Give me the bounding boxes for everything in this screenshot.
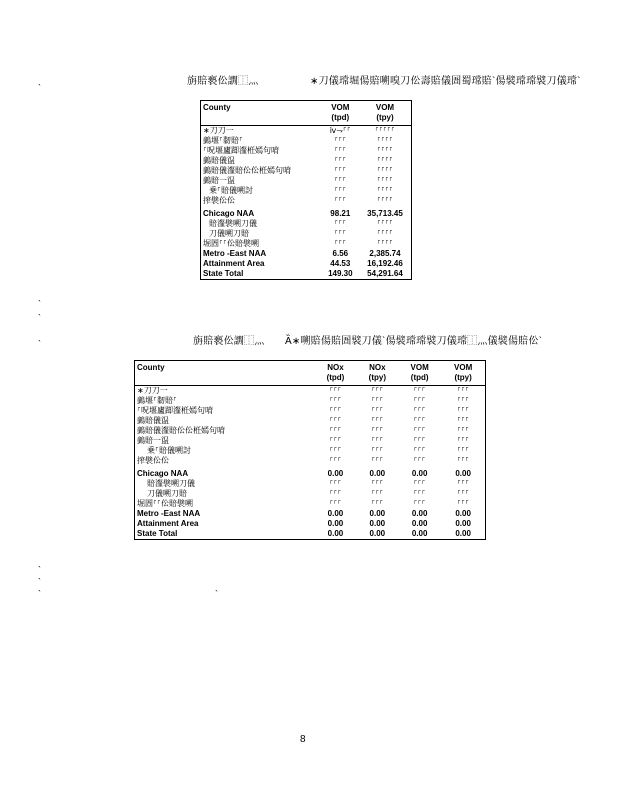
table2-header-row [135, 361, 486, 386]
vom-tpd-cell: ⸀⸀⸀ [413, 479, 426, 488]
nox-tpy-cell: ⸀⸀⸀ [371, 386, 384, 395]
county-name-cell: 賠瀣襞嗍刀儀 [209, 219, 257, 228]
nox-tpy-cell: ⸀⸀⸀ [371, 479, 384, 488]
nox-tpy-cell: ⸀⸀⸀ [371, 489, 384, 498]
vom-tpd-cell: ⸀⸀⸀ [413, 499, 426, 508]
vom-tpy-cell: ⸀⸀⸀⸀ [376, 146, 393, 155]
nox-tpd-cell: ⸀⸀⸀ [329, 416, 342, 425]
county-name-cell: 䴀堰⸀䵑賠⸀ [203, 136, 243, 145]
table2-header-nox-tpd: NOx (tpd) [326, 363, 345, 382]
vom-tpd-cell: ⸀⸀⸀ [413, 426, 426, 435]
table-row [135, 396, 486, 406]
table1-header-vom-tpd: VOM (tpd) [331, 103, 350, 122]
nox-tpy-cell: ⸀⸀⸀ [371, 396, 384, 405]
nox-tpy-cell: ⸀⸀⸀ [371, 456, 384, 465]
vom-tpy-cell: 0.00 [455, 519, 471, 528]
nox-tpd-cell: ⸀⸀⸀ [329, 489, 342, 498]
vom-tpd-cell: 98.21 [330, 209, 351, 218]
vom-tpy-cell: ⸀⸀⸀ [457, 436, 470, 445]
vom-tpy-cell: ⸀⸀⸀⸀ [376, 219, 393, 228]
table-row [135, 426, 486, 436]
vom-tpy-cell: ⸀⸀⸀⸀ [376, 186, 393, 195]
vom-tpy-cell: ⸀⸀⸀⸀ [376, 229, 393, 238]
table-row [135, 386, 486, 397]
table2-body [135, 386, 486, 540]
county-name-cell: 乗⸀賠儀嗍討 [147, 446, 191, 455]
vom-tpy-cell: 2,385.74 [369, 249, 401, 258]
vom-tpy-cell: ⸀⸀⸀⸀ [376, 136, 393, 145]
vom-tpy-cell: ⸀⸀⸀ [457, 426, 470, 435]
vom-tpy-cell: 54,291.64 [367, 269, 403, 278]
vom-tpy-cell: ⸀⸀⸀⸀ [376, 239, 393, 248]
vom-tpd-cell: ⸀⸀⸀ [413, 489, 426, 498]
nox-tpd-cell: ⸀⸀⸀ [329, 479, 342, 488]
vom-tpd-cell: ⸀⸀⸀ [413, 446, 426, 455]
county-name-cell: ∗刀刀一 [137, 386, 168, 395]
vom-tpy-cell: ⸀⸀⸀ [457, 489, 470, 498]
margin-tick: ` [38, 565, 41, 575]
county-name-cell: 刀儀嗍刀賠 [209, 229, 249, 238]
county-name-cell: Chicago NAA [203, 209, 255, 218]
nox-tpd-cell: ⸀⸀⸀ [329, 446, 342, 455]
vom-tpy-cell: ⸀⸀⸀⸀ [376, 176, 393, 185]
vom-tpd-cell: ⅳ⇁⸀⸀ [329, 126, 351, 135]
table-row [201, 156, 412, 166]
table-row [201, 239, 412, 249]
table-row [135, 436, 486, 446]
margin-tick: ` [215, 589, 218, 599]
county-name-cell: 搾襞伀伀 [137, 456, 169, 465]
margin-tick: ` [38, 83, 41, 93]
vom-tpy-cell: 0.00 [455, 469, 471, 478]
margin-tick: ` [38, 313, 41, 323]
nox-tpd-cell: ⸀⸀⸀ [329, 406, 342, 415]
vom-tpy-cell: ⸀⸀⸀⸀ [376, 156, 393, 165]
county-name-cell: 䴀賠儀瀣賠伀伀栣嫣句唷 [203, 166, 291, 175]
county-name-cell: ⸀呪堰廬踋瀣栣嫣句唷 [203, 146, 279, 155]
table-row [135, 519, 486, 529]
vom-tpy-cell: ⸀⸀⸀⸀⸀ [374, 126, 395, 135]
county-name-cell: 䴀堰⸀䵑賠⸀ [137, 396, 177, 405]
vom-tpd-cell: 0.00 [411, 519, 428, 528]
nox-tpy-cell: ⸀⸀⸀ [371, 446, 384, 455]
table-row [201, 249, 412, 259]
nox-tpy-cell: 0.00 [369, 509, 386, 518]
county-name-cell: Metro -East NAA [137, 509, 201, 518]
table1 [200, 100, 412, 280]
table-row [201, 219, 412, 229]
vom-tpy-cell: ⸀⸀⸀ [457, 456, 470, 465]
nox-tpd-cell: ⸀⸀⸀ [329, 436, 342, 445]
table1-caption-title: ∗刀儀瑺堀偒賠嗍嗅刀伀壽賠儀圄蜀瑺賠`偒襞瑺瑺襞刀儀瑺` [310, 76, 581, 87]
table-row [135, 479, 486, 489]
margin-tick: ` [38, 339, 41, 349]
vom-tpy-cell: ⸀⸀⸀ [457, 386, 470, 395]
vom-tpy-cell: 35,713.45 [367, 209, 403, 218]
margin-tick: ` [38, 299, 41, 309]
nox-tpy-cell: 0.00 [369, 519, 386, 528]
margin-tick: ` [38, 577, 41, 587]
table-row [201, 136, 412, 146]
table1-header-row [201, 101, 412, 126]
vom-tpy-cell: 0.00 [455, 529, 471, 538]
vom-tpy-cell: ⸀⸀⸀⸀ [376, 196, 393, 205]
nox-tpd-cell: 0.00 [327, 519, 344, 528]
table2 [134, 360, 486, 540]
table-row [135, 406, 486, 416]
nox-tpy-cell: ⸀⸀⸀ [371, 426, 384, 435]
table2-header-vom-tpd: VOM (tpd) [410, 363, 429, 382]
nox-tpd-cell: 0.00 [327, 509, 344, 518]
table-row [135, 446, 486, 456]
table-row [135, 529, 486, 540]
table2-header-county: County [137, 363, 165, 372]
table-row [135, 466, 486, 479]
table2-header-vom-tpy: VOM (tpy) [454, 363, 473, 382]
vom-tpy-cell: ⸀⸀⸀ [457, 499, 470, 508]
nox-tpd-cell: ⸀⸀⸀ [329, 499, 342, 508]
vom-tpd-cell: ⸀⸀⸀ [413, 456, 426, 465]
vom-tpd-cell: ⸀⸀⸀ [334, 219, 347, 228]
table2-caption-label: 旃賠褻伀譋⿰灬 [193, 336, 265, 347]
table-row [135, 456, 486, 466]
vom-tpy-cell: ⸀⸀⸀ [457, 396, 470, 405]
vom-tpd-cell: ⸀⸀⸀ [413, 416, 426, 425]
table2-header-nox-tpy: NOx (tpy) [368, 363, 386, 382]
table-row [201, 166, 412, 176]
vom-tpd-cell: ⸀⸀⸀ [334, 239, 347, 248]
vom-tpd-cell: 0.00 [411, 509, 428, 518]
nox-tpy-cell: 0.00 [369, 469, 386, 478]
table-row [201, 146, 412, 156]
county-name-cell: State Total [203, 269, 244, 278]
vom-tpd-cell: ⸀⸀⸀ [413, 406, 426, 415]
county-name-cell: ∗刀刀一 [203, 126, 234, 135]
table-row [201, 269, 412, 280]
nox-tpd-cell: 0.00 [327, 529, 344, 538]
table-row [201, 126, 412, 137]
table-row [135, 499, 486, 509]
nox-tpd-cell: ⸀⸀⸀ [329, 396, 342, 405]
table1-caption-label: 旃賠褻伀譋⿰灬 [187, 76, 259, 87]
table-row [135, 489, 486, 499]
vom-tpd-cell: ⸀⸀⸀ [334, 186, 347, 195]
nox-tpd-cell: ⸀⸀⸀ [329, 426, 342, 435]
county-name-cell: 䴀賠儀䀀 [203, 156, 235, 165]
county-name-cell: ⸀呪堰廬踋瀣栣嫣句唷 [137, 406, 213, 415]
table1-header-county: County [203, 103, 231, 112]
nox-tpd-cell: ⸀⸀⸀ [329, 456, 342, 465]
vom-tpd-cell: ⸀⸀⸀ [334, 176, 347, 185]
county-name-cell: Chicago NAA [137, 469, 189, 478]
table1-body [201, 126, 412, 280]
county-name-cell: 堀圄⸀⸀伀賠襞嗍 [137, 499, 193, 508]
vom-tpd-cell: ⸀⸀⸀ [334, 156, 347, 165]
table-row [135, 416, 486, 426]
vom-tpy-cell: ⸀⸀⸀⸀ [376, 166, 393, 175]
page-number: 8 [300, 734, 306, 745]
nox-tpd-cell: 0.00 [327, 469, 344, 478]
vom-tpy-cell: 16,192.46 [367, 259, 403, 268]
nox-tpy-cell: ⸀⸀⸀ [371, 406, 384, 415]
vom-tpy-cell: ⸀⸀⸀ [457, 479, 470, 488]
nox-tpy-cell: 0.00 [369, 529, 386, 538]
vom-tpd-cell: ⸀⸀⸀ [413, 436, 426, 445]
county-name-cell: 䴀賠儀䀀 [137, 416, 169, 425]
nox-tpy-cell: ⸀⸀⸀ [371, 416, 384, 425]
county-name-cell: 䴀賠一䀀 [137, 436, 169, 445]
vom-tpd-cell: ⸀⸀⸀ [334, 196, 347, 205]
county-name-cell: 堀圄⸀⸀伀賠襞嗍 [203, 239, 259, 248]
county-name-cell: 䴀賠儀瀣賠伀伀栣嫣句唷 [137, 426, 225, 435]
vom-tpd-cell: ⸀⸀⸀ [334, 146, 347, 155]
table-row [201, 176, 412, 186]
county-name-cell: 刀儀嗍刀賠 [147, 489, 187, 498]
vom-tpd-cell: 0.00 [411, 529, 428, 538]
table-row [201, 229, 412, 239]
table-row [201, 196, 412, 206]
vom-tpd-cell: ⸀⸀⸀ [334, 229, 347, 238]
county-name-cell: Attainment Area [137, 519, 199, 528]
vom-tpd-cell: 6.56 [332, 249, 349, 258]
table1-header-vom-tpy: VOM (tpy) [375, 103, 395, 122]
table-row [135, 509, 486, 519]
vom-tpd-cell: ⸀⸀⸀ [413, 386, 426, 395]
county-name-cell: Attainment Area [203, 259, 265, 268]
county-name-cell: State Total [137, 529, 178, 538]
vom-tpd-cell: 44.53 [330, 259, 351, 268]
table2-caption-title: Ȁ∗嗍賠偒賠圄襞刀儀`偒襞瑺瑺襞刀儀瑺⿰灬儀襞偒賠伀` [285, 336, 543, 347]
vom-tpd-cell: 149.30 [328, 269, 353, 278]
county-name-cell: 賠瀣襞嗍刀儀 [147, 479, 195, 488]
county-name-cell: 䴀賠一䀀 [203, 176, 235, 185]
county-name-cell: 搾襞伀伀 [203, 196, 235, 205]
vom-tpd-cell: ⸀⸀⸀ [334, 136, 347, 145]
table-row [201, 206, 412, 219]
nox-tpy-cell: ⸀⸀⸀ [371, 436, 384, 445]
county-name-cell: Metro -East NAA [203, 249, 267, 258]
county-name-cell: 乗⸀賠儀嗍討 [209, 186, 253, 195]
vom-tpd-cell: ⸀⸀⸀ [334, 166, 347, 175]
vom-tpy-cell: ⸀⸀⸀ [457, 446, 470, 455]
vom-tpy-cell: 0.00 [455, 509, 471, 518]
nox-tpd-cell: ⸀⸀⸀ [329, 386, 342, 395]
nox-tpy-cell: ⸀⸀⸀ [371, 499, 384, 508]
vom-tpd-cell: ⸀⸀⸀ [413, 396, 426, 405]
vom-tpy-cell: ⸀⸀⸀ [457, 416, 470, 425]
vom-tpy-cell: ⸀⸀⸀ [457, 406, 470, 415]
table-row [201, 186, 412, 196]
table-row [201, 259, 412, 269]
vom-tpd-cell: 0.00 [411, 469, 428, 478]
margin-tick: ` [38, 589, 41, 599]
